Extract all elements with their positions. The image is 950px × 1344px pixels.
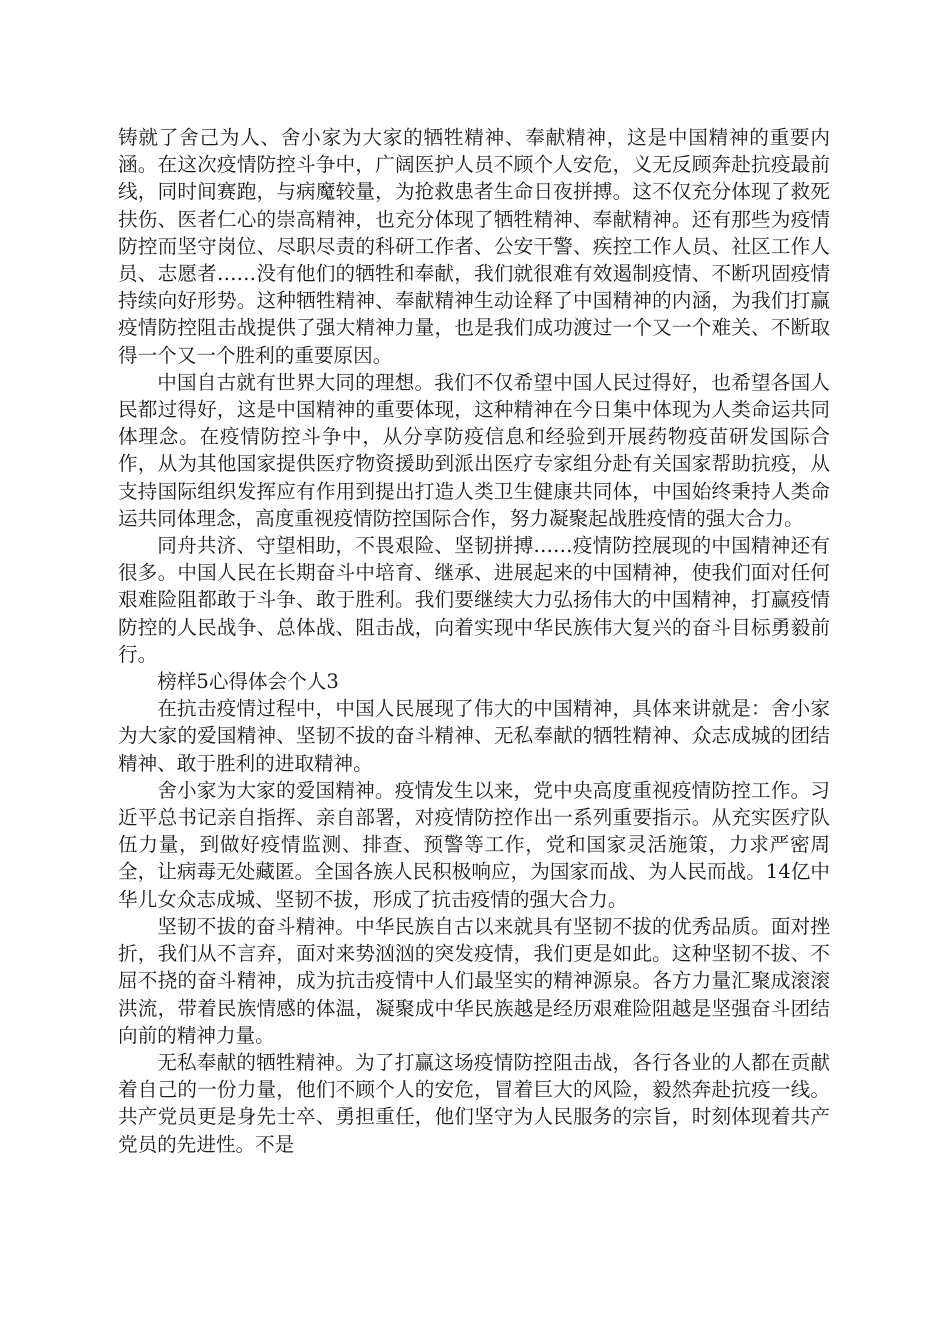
paragraph-7: 坚韧不拔的奋斗精神。中华民族自古以来就具有坚韧不拔的优秀品质。面对挫折，我们从不言弃，面对来势汹汹的突发疫情，我们更是如此。这种坚韧不拔、不屈不挠的奋斗精神，成为抗击疫情中人们最坚实的精神源泉。各方力量汇聚成滚滚洪流，带着民族情感的体温，凝聚成中华民族越是经历艰难险阻越是坚强奋斗团结向前的精神力量。 — [118, 914, 830, 1047]
paragraph-2: 中国自古就有世界大同的理想。我们不仅希望中国人民过得好，也希望各国人民都过得好，这是中国精神的重要体现，这种精神在今日集中体现为人类命运共同体理念。在疫情防控斗争中，从分享防疫信息和经验到开展药物疫苗研发国际合作，从为其他国家提供医疗物资援助到派出医疗专家组分赴有关国家帮助抗疫，从支持国际组织发挥应有作用到提出打造人类卫生健康共同体，中国始终秉持人类命运共同体理念，高度重视疫情防控国际合作，努力凝聚起战胜疫情的强大合力。 — [118, 370, 830, 530]
paragraph-1: 铸就了舍己为人、舍小家为大家的牺牲精神、奉献精神，这是中国精神的重要内涵。在这次疫情防控斗争中，广阔医护人员不顾个人安危，义无反顾奔赴抗疫最前线，同时间赛跑，与病魔较量，为抢救患者生命日夜拼搏。这不仅充分体现了救死扶伤、医者仁心的崇高精神，也充分体现了牺牲精神、奉献精神。还有那些为疫情防控而坚守岗位、尽职尽责的科研工作者、公安干警、疾控工作人员、社区工作人员、志愿者……没有他们的牺牲和奉献，我们就很难有效遏制疫情、不断巩固疫情持续向好形势。这种牺牲精神、奉献精神生动诠释了中国精神的内涵，为我们打赢疫情防控阻击战提供了强大精神力量，也是我们成功渡过一个又一个难关、不断取得一个又一个胜利的重要原因。 — [118, 126, 830, 367]
section-heading: 榜样5心得体会个人3 — [157, 670, 339, 694]
paragraph-8: 无私奉献的牺牲精神。为了打赢这场疫情防控阻击战，各行各业的人都在贡献着自己的一份力量，他们不顾个人的安危，冒着巨大的风险，毅然奔赴抗疫一线。共产党员更是身先士卒、勇担重任，他们坚守为人民服务的宗旨，时刻体现着共产党员的先进性。不是 — [118, 1050, 830, 1156]
paragraph-6: 舍小家为大家的爱国精神。疫情发生以来，党中央高度重视疫情防控工作。习近平总书记亲自指挥、亲自部署，对疫情防控作出一系列重要指示。从充实医疗队伍力量，到做好疫情监测、排查、预警等工作，党和国家灵活施策，力求严密周全，让病毒无处藏匿。全国各族人民积极响应，为国家而战、为人民而战。14亿中华儿女众志成城、坚韧不拔，形成了抗击疫情的强大合力。 — [118, 778, 830, 911]
paragraph-5: 在抗击疫情过程中，中国人民展现了伟大的中国精神，具体来讲就是：舍小家为大家的爱国精神、坚韧不拔的奋斗精神、无私奉献的牺牲精神、众志成城的团结精神、敢于胜利的进取精神。 — [118, 697, 830, 775]
document-page — [118, 124, 830, 1158]
paragraph-3: 同舟共济、守望相助，不畏艰险、坚韧拼搏……疫情防控展现的中国精神还有很多。中国人民在长期奋斗中培育、继承、进展起来的中国精神，使我们面对任何艰难险阻都敢于斗争、敢于胜利。我们要继续大力弘扬伟大的中国精神，打赢疫情防控的人民战争、总体战、阻击战，向着实现中华民族伟大复兴的奋斗目标勇毅前行。 — [118, 534, 830, 666]
